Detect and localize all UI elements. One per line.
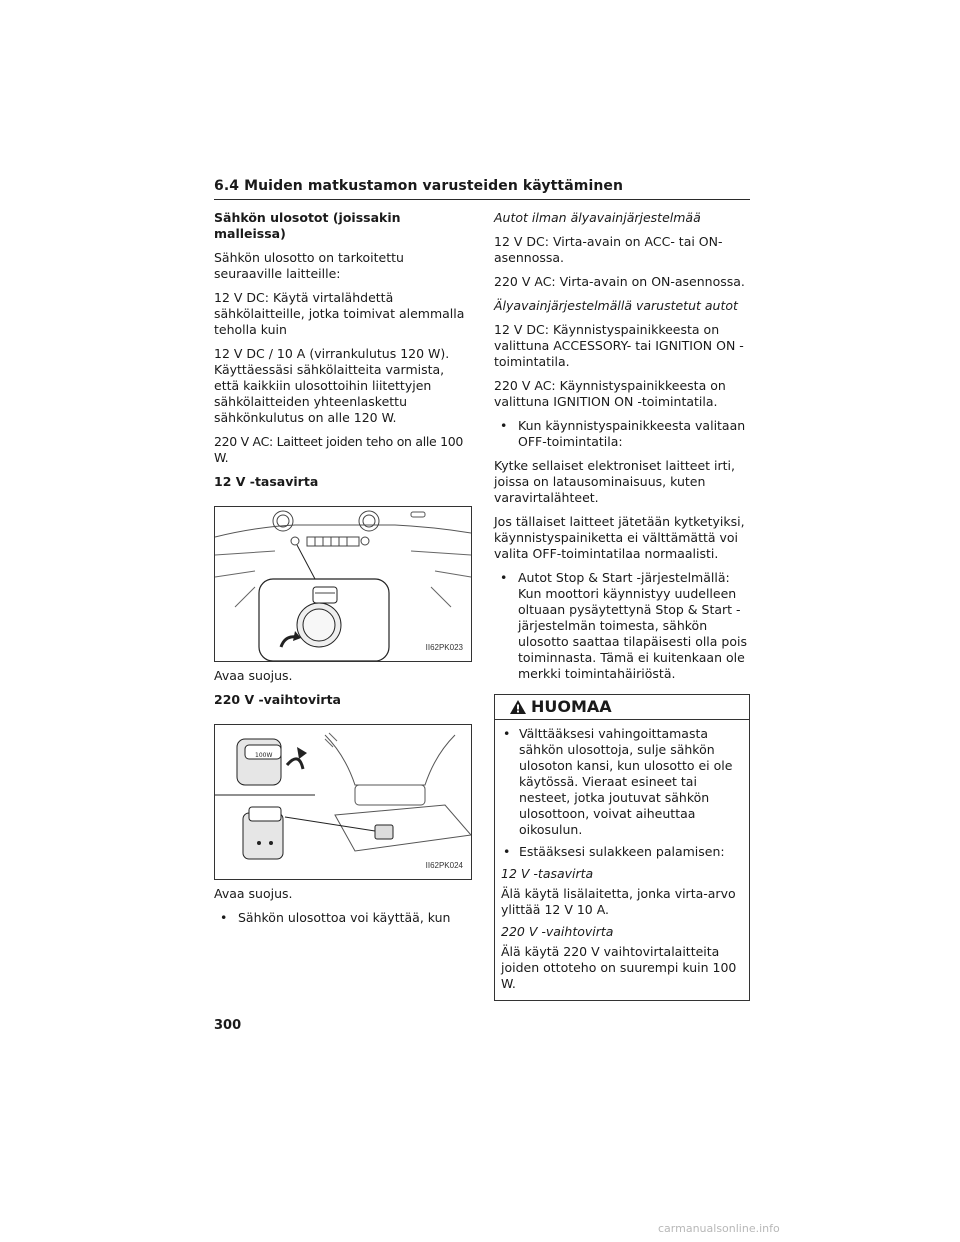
paragraph: 220 V AC: Laitteet joiden teho on alle 100 W. bbox=[214, 434, 464, 465]
figure-220v-outlet bbox=[214, 724, 472, 880]
paragraph: Kytke sellaiset elektroniset laitteet irti, joissa on latausominaisuus, kuten varavirtalähteet. bbox=[494, 458, 736, 505]
section-heading: Sähkön ulosotot (joissakin malleissa) bbox=[214, 210, 401, 241]
header-rule bbox=[214, 199, 750, 200]
list-item bbox=[214, 910, 470, 926]
subheading-220v: 220 V -vaihtovirta bbox=[214, 692, 341, 707]
notice-header bbox=[495, 695, 749, 720]
list-item-text: Kun käynnistyspainikkeesta valitaan OFF-toimintatila: bbox=[518, 418, 746, 449]
italic-subheading: Autot ilman älyavainjärjestelmää bbox=[494, 210, 701, 225]
list-item bbox=[501, 726, 743, 838]
bullet-marker: • bbox=[500, 570, 508, 585]
list-item-text: Autot Stop & Start -järjestelmällä: Kun moottori käynnistyy uudelleen oltuaan pysäytettynä Stop & Start -järjestelmän toimesta, sähkön ulosotto saattaa tilapäisesti olla pois toiminnasta. Tämä ei kuitenkaan ole merkki toimintahäiriöstä. bbox=[518, 570, 747, 681]
notice-body bbox=[495, 720, 749, 1000]
notice-title: HUOMAA bbox=[531, 697, 612, 716]
right-column bbox=[494, 210, 750, 1001]
figure-12v-outlet bbox=[214, 506, 472, 662]
label-text: 100W bbox=[255, 752, 273, 759]
left-column bbox=[214, 210, 470, 934]
warning-icon bbox=[509, 699, 527, 715]
bullet-marker: • bbox=[503, 726, 511, 741]
outlet-220v-illustration bbox=[215, 725, 471, 879]
list-item bbox=[494, 418, 750, 450]
paragraph: 12 V DC / 10 A (virrankulutus 120 W). Käyttäessäsi sähkölaitteita varmista, että kaikkiin ulosottoihin liitettyjen sähkölaitteiden yhteenlaskettu sähkönkulutus on alle 120 W. bbox=[214, 346, 450, 425]
paragraph: Jos tällaiset laitteet jätetään kytketyiksi, käynnistyspainiketta ei välttämättä voi valita OFF-toimintatilaa normaalisti. bbox=[494, 514, 745, 561]
italic-subheading: 12 V -tasavirta bbox=[501, 866, 594, 881]
watermark: carmanualsonline.info bbox=[658, 1222, 780, 1235]
italic-subheading: Älyavainjärjestelmällä varustetut autot bbox=[494, 298, 738, 313]
list-item-text: Välttääksesi vahingoittamasta sähkön ulosottoja, sulje sähkön ulosoton kansi, kun ulosotto ei ole käytössä. Vieraat esineet tai nesteet, jotka joutuvat sähkön ulosottoon, voivat aiheuttaa oikosulun. bbox=[519, 726, 733, 837]
list-item-text: Estääksesi sulakkeen palamisen: bbox=[519, 844, 725, 859]
figure-caption: Avaa suojus. bbox=[214, 668, 293, 683]
bullet-marker: • bbox=[500, 418, 508, 433]
paragraph: 220 V AC: Virta-avain on ON-asennossa. bbox=[494, 274, 745, 289]
bullet-marker: • bbox=[220, 910, 228, 925]
page-number: 300 bbox=[214, 1018, 242, 1033]
bullet-marker: • bbox=[503, 844, 511, 859]
subheading-12v: 12 V -tasavirta bbox=[214, 474, 319, 489]
section-header: 6.4 Muiden matkustamon varusteiden käyttäminen bbox=[214, 178, 624, 194]
list-item bbox=[501, 844, 743, 860]
paragraph: 12 V DC: Virta-avain on ACC- tai ON-asennossa. bbox=[494, 234, 723, 265]
notice-box bbox=[494, 694, 750, 1001]
italic-subheading: 220 V -vaihtovirta bbox=[501, 924, 614, 939]
paragraph: 12 V DC: Käytä virtalähdettä sähkölaitteille, jotka toimivat alemmalla teholla kuin bbox=[214, 290, 465, 337]
paragraph: 12 V DC: Käynnistyspainikkeesta on valittuna ACCESSORY- tai IGNITION ON -toimintatila. bbox=[494, 322, 744, 369]
list-item-text: Sähkön ulosottoa voi käyttää, kun bbox=[238, 910, 451, 925]
figure-caption: Avaa suojus. bbox=[214, 886, 293, 901]
paragraph: Älä käytä lisälaitetta, jonka virta-arvo ylittää 12 V 10 A. bbox=[501, 886, 736, 917]
paragraph: Älä käytä 220 V vaihtovirtalaitteita joiden ottoteho on suurempi kuin 100 W. bbox=[501, 944, 737, 991]
list-item bbox=[494, 570, 750, 682]
figure-code: II62PK023 bbox=[425, 643, 463, 652]
figure-code: II62PK024 bbox=[425, 861, 463, 870]
paragraph: Sähkön ulosotto on tarkoitettu seuraaville laitteille: bbox=[214, 250, 404, 281]
outlet-12v-illustration bbox=[215, 507, 471, 661]
paragraph: 220 V AC: Käynnistyspainikkeesta on valittuna IGNITION ON -toimintatila. bbox=[494, 378, 726, 409]
